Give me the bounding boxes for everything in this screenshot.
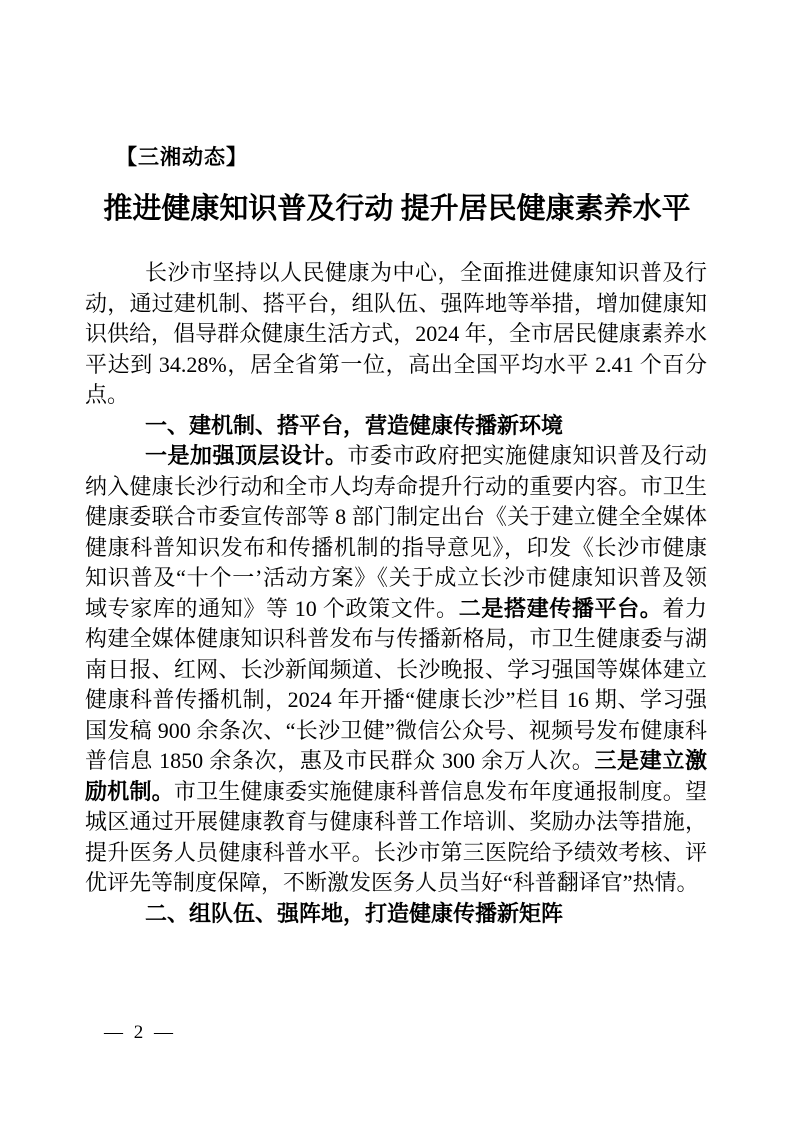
- point-2-label: 二是搭建传播平台。: [458, 595, 663, 621]
- point-2-text: 着力构建全媒体健康知识科普发布与传播新格局，市卫生健康委与湖南日报、红网、长沙新闻频道、长沙晚报、学习强国等媒体建立健康科普传播机制，2024 年开播“健康长沙”栏目 16 期、学习强国发稿 900 余条次、“长沙卫健”微信公众号、视频号发布健康科普信息 1850 余条次，惠及市民群众 300 余万人次。: [85, 595, 707, 773]
- section-1-heading: 一、建机制、搭平台，营造健康传播新环境: [145, 412, 564, 438]
- section-2-heading: 二、组队伍、强阵地，打造健康传播新矩阵: [145, 900, 564, 926]
- paragraph-intro: 长沙市坚持以人民健康为中心，全面推进健康知识普及行动，通过建机制、搭平台，组队伍、强阵地等举措，增加健康知识供给，倡导群众健康生活方式，2024 年，全市居民健康素养水平达到 34.28%，居全省第一位，高出全国平均水平 2.41 个百分点。: [85, 260, 707, 407]
- section-tag: 【三湘动态】: [116, 145, 248, 169]
- article-title: 推进健康知识普及行动 提升居民健康素养水平: [103, 193, 691, 225]
- point-1-label: 一是加强顶层设计。: [145, 443, 348, 468]
- paragraph-section-1: [85, 441, 707, 899]
- point-1-text: 市委市政府把实施健康知识普及行动纳入健康长沙行动和全市人均寿命提升行动的重要内容。市卫生健康委联合市委宣传部等 8 部门制定出台《关于建立健全全媒体健康科普知识发布和传播机制的指导意见》，印发《长沙市健康知识普及“十个一’活动方案》《关于成立长沙市健康知识普及领域专家库的通知》等 10 个政策文件。: [85, 443, 707, 621]
- article-body: [85, 258, 707, 929]
- page-number: — 2 —: [104, 1022, 176, 1043]
- point-3-label: 三是建立激励机制。: [85, 748, 707, 804]
- point-3-text: 市卫生健康委实施健康科普信息发布年度通报制度。望城区通过开展健康教育与健康科普工作培训、奖励办法等措施，提升医务人员健康科普水平。长沙市第三医院给予绩效考核、评优评先等制度保障，不断激发医务人员当好“科普翻译官”热情。: [85, 778, 707, 895]
